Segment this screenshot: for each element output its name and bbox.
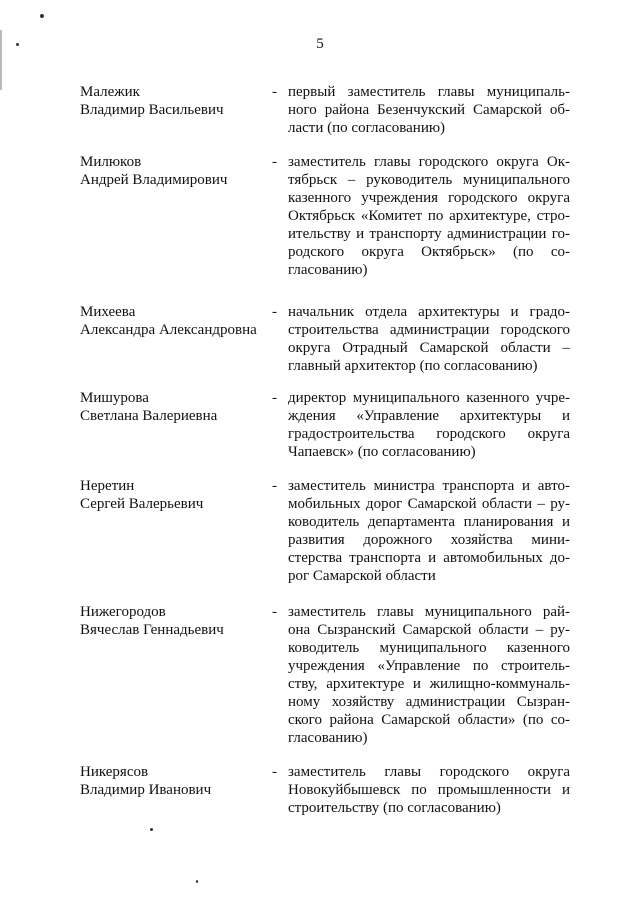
person-name [80,153,265,189]
person-position: заместитель главы муниципального рай-она Сызранский Самарской области – ру-ководитель муниципального казенного учреждения «Управление по строитель-ству, архитектуре и жилищно-коммуналь-ному хозяйству администрации Сызран-ского района Самарской области» (по со-гласованию) [288,604,570,746]
person-name [80,477,265,513]
entry-dash: - [272,764,277,780]
entry-dash: - [272,84,277,100]
person-surname: Никерясов [80,764,149,780]
person-name [80,303,265,339]
person-surname: Неретин [80,478,135,494]
person-given-names: Светлана Валериевна [80,408,218,424]
entry-dash: - [272,478,277,494]
person-given-names: Андрей Владимирович [80,172,228,188]
person-given-names: Сергей Валерьевич [80,496,204,512]
person-given-names: Вячеслав Геннадьевич [80,622,224,638]
person-given-names: Владимир Васильевич [80,102,224,118]
entry-dash: - [272,390,277,406]
person-surname: Михеева [80,304,136,320]
person-position: первый заместитель главы муниципаль-ного района Безенчукский Самарской об-ласти (по согласованию) [288,84,570,136]
scan-speck [196,880,198,883]
person-name [80,603,265,639]
person-name [80,389,265,425]
person-surname: Нижегородов [80,604,166,620]
person-position: заместитель главы городского округа Ок-тябрьск – руководитель муниципального казенного учреждения городского округа Октябрьск «Комитет по архитектуре, стро-ительству и транспорту администрации го-родского округа Октябрьск» (по со-гласованию) [288,154,570,278]
person-surname: Милюков [80,154,142,170]
person-name [80,83,265,119]
person-position: начальник отдела архитектуры и градо-строительства администрации городского округа Отрадный Самарской области – главный архитектор (по согласованию) [288,304,570,374]
person-given-names: Александра Александровна [80,322,257,338]
person-given-names: Владимир Иванович [80,782,212,798]
entry-dash: - [272,304,277,320]
person-position: заместитель министра транспорта и авто-мобильных дорог Самарской области – ру-ководитель департамента планирования и развития дорожного хозяйства мини-стерства транспорта и автомобильных до-рог Самарской области [288,478,570,584]
person-surname: Малежик [80,84,140,100]
person-position: директор муниципального казенного учре-ждения «Управление архитектуры и градостроительства городского округа Чапаевск» (по согласованию) [288,390,570,460]
page-number: 5 [316,36,324,52]
entry-dash: - [272,604,277,620]
entry-dash: - [272,154,277,170]
scan-speck [150,828,153,831]
person-position: заместитель главы городского округа Новокуйбышевск по промышленности и строительству (по согласованию) [288,764,570,816]
person-name [80,763,265,799]
person-surname: Мишурова [80,390,149,406]
scan-speck [40,14,44,18]
